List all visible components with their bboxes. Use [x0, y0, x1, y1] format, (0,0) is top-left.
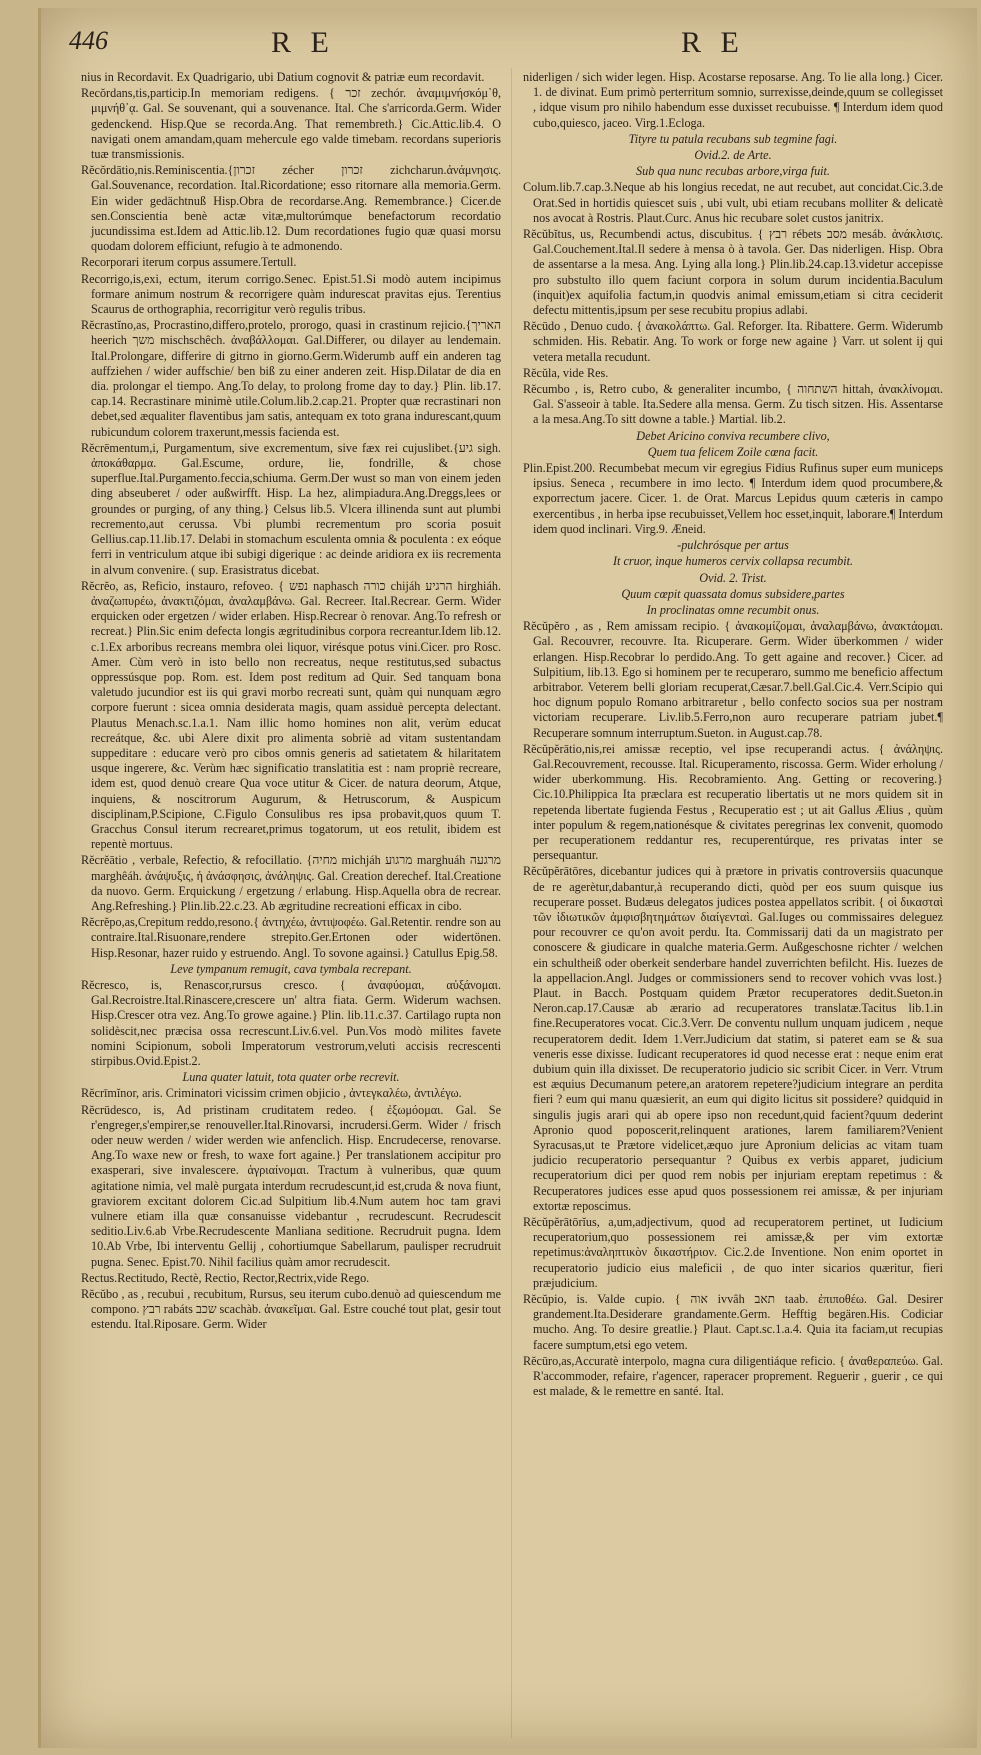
dictionary-entry: Ovid. 2. Trist.	[699, 570, 767, 585]
dictionary-entry: Rĕcrĕo, as, Reficio, instauro, refoveo. { נפש naphasch כורה chijáh הרגיע hirghiáh. ἀναζωπυρέω, ἀνακτιζόμαι, ἀναλαμβάνω. Gal. Recreer. Ital.Recrear. Germ. Wider erquicken oder ergetzen / wider erlaben. Hisp.Recrear ò renovar. Ang.To refresh or recreat.} Plin.Sic enim defecta longis ægritudinibus corpora recreantur.Idem lib.12. c.1.Ex arboribus recreans membra olei liquor, virésque potus vini.Cicer. pro Rosc. Amer. Cùm verò in isto bello non recreatus, neque restitutus,sed subactus oppressúsque pop. Rom. est. Idem post reditum ad Quir. Sed tanquam bona valetudo jucundior est iis qui gravi morbo recreati sunt, quàm qui nunquam ægro corpore fuerunt : sicea omnia desiderata magis, quam assiduè percepta delectant. Plautus Menach.sc.1.a.1. Nam illic homo homines non alit, verùm educat recreátque, &c. ubi Alere dixit pro alimenta sobriè ad vitam sustentandam suppeditare : educare verò pro cibos omnis generis ad satietatem & hilaritatem usque ingerere, &c. Verùm hæc significatio translatitia est : nam propriè recreare, idem est, quod denuò creare Qua voce utitur & Cicer. de natura deorum, Atque, inquiens, & noscitrorum Augurum, & Hetruscorum, & Auspicum disciplinam,P.Scipione, C.Figulo Consulibus res ipsa probavit,quos quum T. Gracchus Consul iterum recrearet,primus togatorum, ut eos retulit, ibidem est repentè mortuus.	[81, 578, 501, 852]
dictionary-entry: Rĕcŭbo , as , recubui , recubitum, Rursus, seu iterum cubo.denuò ad quiescendum me compono. רבץ rabáts שכב scachàb. ἀνακεῖμαι. Gal. Estre couché tout plat, gesir tout estendu. Ital.Riposare. Germ. Wider	[81, 1287, 501, 1332]
dictionary-entry: Rĕcŭbĭtus, us, Recumbendi actus, discubitus. { רבץ rébets מסב mesáb. ἀνάκλισις. Gal.Couchement.Ital.Il sedere à mensa ò à tavola. Ger. Das niderligen. Hisp. Obra de assentarse a la mesa. Ang. Lying alla long.} Plin.lib.24.cap.13.videtur accepisse pro substulto illo quem faciunt corpora in solum durum incidentia.Baculum (inquit)ex aquifolia factum,in quodvis animal emissum,etiam si citra ceciderit defectu mittentis,ipsum per sese recubitu propius adlabi.	[523, 227, 943, 318]
column-gutter	[511, 68, 512, 1738]
dictionary-entry: Rectus.Rectitudo, Rectè, Rectio, Rector,Rectrix,vide Rego.	[81, 1270, 370, 1285]
dictionary-entry: Rĕcŭpĕro , as , Rem amissam recipio. { ἀνακομίζομαι, ἀναλαμβάνω, ἀνακτάομαι. Gal. Recouvrer, recouvre. Ita. Ricuperare. Germ. Wider überkommen / wider erlangen. Hisp.Recobrar lo perdido.Ang. To gett againe and recover.} Cicer. ad Sulpitium, lib.13. Ego si hominem per te recuperaro, summo me beneficio affectum arbitrabor. Veterem belli gloriam recuperat,Cæsar.7.bell.Gal.Cic.4. Verr.Scipio qui hoc dignum populo Romano arbitraretur , bello confecto socios sua per nostram victoriam recuperare. Liv.lib.5.Ferro,non auro recuperare patriam jubet.¶ Recuperare somnum interruptum.Sueton. in August.cap.78.	[523, 619, 943, 740]
dictionary-entry: Rĕcrĕātio , verbale, Refectio, & refocillatio. {מחיה michjáh מרגוע marghuáh מרגעה marghêáh. ἀνάψυξις, ἡ ἀνάσφησις, ἀνάληψις. Gal. Creation derechef. Ital.Creatione da nuovo. Germ. Erquickung / ergetzung / erlabung. Hisp.Aquella obra de recrear. Ang.Refreshing.} Plin.lib.22.c.23. Ab ægritudine recreationi efficax in cibo.	[81, 853, 501, 913]
dictionary-entry: Plin.Epist.200. Recumbebat mecum vir egregius Fidius Rufinus super eum municeps ipsius. Seneca , recumbere in imo lecto. ¶ Interdum idem quod procumbere,& exporrectum jacere. Cicer. 1. de Orat. Marcus Lepidus quum cæteris in campo exercentibus , in herba ipse recubuisset,Vellem hoc esset,inquit, laborare.¶ Interdum idem quod inclinari. Virg.9. Æneid.	[523, 461, 943, 536]
dictionary-entry: Rĕcrastĭno,as, Procrastino,differo,protelo, prorogo, quasi in crastinum rejicio.{האריך heerich משך mischschêch. ἀναβάλλομαι. Gal.Differer, ou dilayer au lendemain. Ital.Prolongare, differire di gitrno in giorno.Germ.Widerumb auff ein anderen tag auffziehen / wider auffschie/ ben biß zu einer anderen zeit. Hisp.Dilatar de dia en dia. prolongar el tiempo. Ang.To delay, to prolong frome day to day.} Plin. lib.17. cap.14. Recrastinare minimè utile.Colum.lib.2.cap.21. Propter quæ recrastinari non debet,sed æqualiter flaventibus jam satis, antequam ex toto grana indurescant,quum rubicundum colorem traxerunt,messis facienda est.	[81, 318, 501, 439]
dictionary-page	[38, 8, 977, 1748]
dictionary-entry: Rĕcŭla, vide Res.	[523, 365, 609, 380]
dictionary-entry: Colum.lib.7.cap.3.Neque ab his longius recedat, ne aut recubet, aut concidat.Cic.3.de Orat.Sed in hortidis quiescet suis , ubi vult, ubi etiam recubans molliter & delicatè nos avocat à Rostris. Plaut.Curc. Anus hic recubare solet custos janitrix.	[523, 180, 943, 225]
dictionary-entry: Recŏrdans,tis,particip.In memoriam redigens. { זכר zechór. ἀναμιμνήσκόμ᾽θ, μιμνήθ᾽ᾳ. Gal. Se souvenant, qui a souvenance. Ital. Che s'arricorda.Germ. Wider gedenckend. Hisp.Que se recorda.Ang. That remembreth.} Cic.Attic.lib.4. O navigati onem amandam,quam mehercule ego valde timebam. recordans superioris tuæ transmissionis.	[81, 86, 501, 162]
dictionary-entry: In proclinatas omne recumbit onus.	[646, 602, 820, 617]
dictionary-entry: Recorrigo,is,exi, ectum, iterum corrigo.Senec. Epist.51.Si modò autem incipimus formare animum nostrum & recorrigere quàm indurescat pravitas ejus. Terentius Scaurus de orthographia, recorrigitur verò regulis tribus.	[81, 271, 501, 317]
dictionary-entry: Debet Aricino conviva recumbere clivo,	[636, 428, 830, 443]
dictionary-entry: Quum cœpit quassata domus subsidere,partes	[621, 586, 845, 601]
dictionary-entry: Rĕcūro,as,Accuratè interpolo, magna cura diligentiáque reficio. { ἀναθεραπεύω. Gal. R'accommoder, refaire, r'agencer, raperacer proprement. Reguerir , guerir , ce qui est malade, & le remettre en santé. Ital.	[523, 1353, 943, 1399]
dictionary-entry: Rĕcrēmentum,i, Purgamentum, sive excrementum, sive fæx rei cujuslibet.{גיע sigh. ἀποκάθαρμα. Gal.Escume, ordure, lie, fondrille, & chose superflue.Ital.Purgamento.feccia,schiuma. Germ.Der wust so man von einem jeden ding abseuberet / oder außwirfft. Hisp. La hez, alimpiadura.Ang.Dreggs,lees or groundes or purging, of any thing.} Celsus lib.5. Vlcera illinenda sunt aut plumbi recremento,aut cerussa. Vbi plumbi recrementum pro scoria posuit Gellius.cap.11.lib.17. Delabi in stomachum esculenta omnia & poculenta : ex eóque ferri in ventriculum atque ibi subigi digerique : ac deinde aridiora ex iis recrementa in alvum convenire. ( sup. Erasistratus dicebat.	[81, 440, 501, 577]
dictionary-entry: Rĕcŭpio, is. Valde cupio. { אוה ivvâh תאב taab. ἐπιποθέω. Gal. Desirer grandement.Ita.Desiderare grandamente.Germ. Hefftig begären.His. Codiciar mucho. Ang. To desire greatlie.} Plaut. Capt.sc.1.a.4. Quia ita faciam,ut recupias facere sumptum,etsi ego vetem.	[523, 1292, 943, 1352]
page-header	[41, 26, 977, 66]
running-head-right: R E	[681, 26, 745, 59]
dictionary-entry: Rĕcūdo , Denuo cudo. { ἀνακολάπτω. Gal. Reforger. Ita. Ribattere. Germ. Widerumb schmiden. His. Rebatir. Ang. To work or forge new againe } Varr. ut solent ij qui vetera metalla recudunt.	[523, 319, 943, 364]
dictionary-entry: Rĕcrūdesco, is, Ad pristinam cruditatem redeo. { ἐξωμόομαι. Gal. Se r'engreger,s'empirer,se renouveller.Ital.Rinovarsi, incrudersi.Germ. Wider / frisch oder neuw werden / wider werden wie anfenclich. Hisp. Encrudecerse, renovarse. Ang.To waxe new or fresh, to waxe fort againe.} Per translationem accipitur pro exasperari, sive invalescere. ἀγριαίνομαι. Tractum à vulneribus, quæ quum agitatione nimia, vel malè purgata interdum recrudescunt,id est,cruda & nova fiunt, graviorem excitant dolorem Cic.ad Sulpitium lib.4.Num autem hoc tam gravi vulnere etiam illa quæ consanuisse videbantur , recrudescunt. Recrudescit seditio.Liv.6.ab Vrbe.Recrudescente Manliana seditione. Recrudruit pugna. Idem 10.Ab Vrbe, Ibi interventu Gellij , cohortiumque Sabellarum, paulisper recrudruit pugna. Senec. Epist.70. Nihil facilius quàm amor recrudescit.	[81, 1102, 501, 1269]
dictionary-entry: Leve tympanum remugit, cava tymbala recrepant.	[170, 961, 412, 976]
dictionary-entry: Sub qua nunc recubas arbore,virga fuit.	[636, 164, 830, 179]
dictionary-entry: Rĕcrĕpo,as,Crepitum reddo,resono.{ ἀντηχέω, ἀντιψοφέω. Gal.Retentir. rendre son au contraire.Ital.Risuonare,rendere strepito.Ger.Ertonen oder widertönen. Hisp.Resonar, hazer ruido y estruendo. Angl. To sovone againsi.} Catullus Epig.58.	[81, 915, 501, 960]
dictionary-entry: Tityre tu patula recubans sub tegmine fagi.	[628, 131, 838, 146]
dictionary-entry: Luna quater latuit, tota quater orbe recrevit.	[182, 1070, 400, 1085]
dictionary-entry: Rĕcŏrdātio,nis.Reminiscentia.{זכרון zécher זכרון zichcharun.ἀνάμνησις. Gal.Souvenance, recordation. Ital.Ricordatione; esso ritornare alla memoria.Germ. Ein wider gedächtnuß Hisp.Obra de recordarse.Ang. Remembrance.} Cicer.de sen.Conscientia benè actæ vitæ,multorúmque benefactorum recordatio jucundissima est.Idem ad Attic.lib.12. Dum recordationes fugio quæ quasi morsu quodam dolorem efficiunt, refugio à te admonendo.	[81, 163, 501, 254]
dictionary-entry: Rĕcŭpĕrātōrĭus, a,um,adjectivum, quod ad recuperatorem pertinet, ut Iudicium recuperatorium,quo possessionem rei amissæ,& per vim extortæ repetimus:ἀναληπτικὸν δικαστήριον. Cic.2.de Inventione. Non enim oportet in recuperatorio judicio eius maleficii , de quo inter sicarios quæritur, fieri præjudicium.	[523, 1215, 943, 1290]
dictionary-entry: Rĕcŭpĕrātio,nis,rei amissæ receptio, vel ipse recuperandi actus. { ἀνάληψις. Gal.Recouvrement, recousse. Ital. Ricuperamento, riscossa. Germ. Wider erholung / wider uberkommung. His. Recobramiento. Ang. Getting or recovering.} Cic.10.Philippica Ita præclara est recuperatio libertatis ut ne mors quidem sit in repetenda libertate fugienda Festus , Recuperatio est ; ut ait Gallus Ælius , quùm inter populum & regem,nationésque & civitates peregrinas lex convenit, quomodo per recuperationem reddantur res, recuperentúrque, res privatas inter se persequantur.	[523, 741, 943, 863]
dictionary-entry: -pulchrósque per artus	[677, 538, 789, 553]
left-column	[81, 70, 501, 1740]
right-column	[523, 70, 943, 1740]
dictionary-entry: Quem tua felicem Zoile cœna facit.	[647, 444, 819, 459]
dictionary-entry: Recorporari iterum corpus assumere.Tertull.	[81, 255, 297, 270]
dictionary-entry: Rĕcumbo , is, Retro cubo, & generaliter incumbo, { השתחוה hittah, ἀνακλίνομαι. Gal. S'asseoir à table. Ita.Sedere alla mensa. Germ. Zu tisch sitzen. His. Assentarse a la mesa.Ang.To sitt downe a table.} Martial. lib.2.	[523, 382, 943, 427]
dictionary-entry: Rĕcŭpĕrātōres, dicebantur judices qui à prætore in privatis controversiis quacunque de re agerètur,dabantur,à recuperando dicti, quòd per eos suum quisque ius recuperare posset. Budæus delegatos judices postea appellatos scribit. { οἱ δικασταὶ τῶν ἰδιωτικῶν ἀμφισβητημάτων διαίγενταὶ. Gal.Iuges ou commissaires deleguez pour recouvrer ce qu'on avoit perdu. Ita. Commissarij dati da un magistrato per conoscere & giudicare in qualche materia.Germ. Außgeschosne richter / welchen ein schultheiß oder oberkeit senderbare handel zuverrichten befilcht. His. Iuezes de la appellacion.Angl. Judges or commissioners send to recover vohich vvas lost.} Plaut. in Bacch. Postquam quidem Prætor recuperatores dedit.Sueton.in Neron.cap.17.Causæ ab ærario ad recuperatores translatæ.Tacitus lib.1.in fine.Recuperatores vocat. Cic.3.Verr. De conventu nullum unquam judicem , neque recuperatorem dedit. Idem 1.Verr.Judicium dat statim, si pateret eam se & sua veneris esse dixisse. Iudicant recuperatores id quod necesse erat : neque enim erat dubium quin illa dixisset. De recuperatorio judicio sic scribit Cicer. in Verr. Vtrum est æquius Decumanum petere,an aratorem repetere?judicium integrare an perdita fieri ? eum qui manu quæsierit, an eum qui digito licitus sit possidere? quidquid in singulis jugis arari qui ab opere ipso non recedunt,quid facient?quum dederint Apronio quod poposcerit,relinquent arationes, larem familiarem?Venient Syracusas,ut te Prætore videlicet,æquo jure Apronium delicias ac vitam tuam judicio recuperatorio persequantur ? Quibus ex verbis apparet, judicium recuperatorium dici per quod rem nobis per injuriam ereptam repetimus : & Recuperatores judices esse apud quos possessionem rei amissæ, & per injuriam extortæ reposcimus.	[523, 864, 943, 1213]
dictionary-entry: niderligen / sich wider legen. Hisp. Acostarse reposarse. Ang. To lie alla long.} Cicer. 1. de divinat. Eum primò perterritum somnio, surrexisse,deinde,quum se collegisset , idque visum pro nihilo habendum esse duxisset recubuisse. ¶ Interdum idem quod cubo,quiesco, jaceo. Virg.1.Ecloga.	[523, 70, 943, 130]
dictionary-entry: Rĕcrīmĭnor, aris. Criminatori vicissim crimen objicio , ἀντεγκαλέω, ἀντιλέγω.	[81, 1086, 462, 1101]
dictionary-entry: nius in Recordavit. Ex Quadrigario, ubi Datium cognovit & patriæ eum recordavit.	[81, 70, 485, 84]
dictionary-entry: Rĕcresco, is, Renascor,rursus cresco. { ἀναφύομαι, αὐξάνομαι. Gal.Recroistre.Ital.Rinascere,crescere un' altra fiata. Germ. Widerum wachsen. Hisp.Crescer otra vez. Ang.To growe againe.} Plin. lib.11.c.37. Cartilago rupta non solidèscit,nec præcisa ossa recrescunt.Liv.6.vel. Pun.Vos modò milites favete nomini Scipionum, soboli Imperatorum vestrorum,veluti accisis recrescenti stirpibus.Ovid.Epist.2.	[81, 977, 501, 1068]
dictionary-entry: It cruor, inque humeros cervix collapsa recumbit.	[612, 554, 854, 569]
running-head-left: R E	[271, 26, 335, 59]
dictionary-entry: Ovid.2. de Arte.	[694, 148, 772, 163]
page-number: 446	[69, 26, 108, 55]
